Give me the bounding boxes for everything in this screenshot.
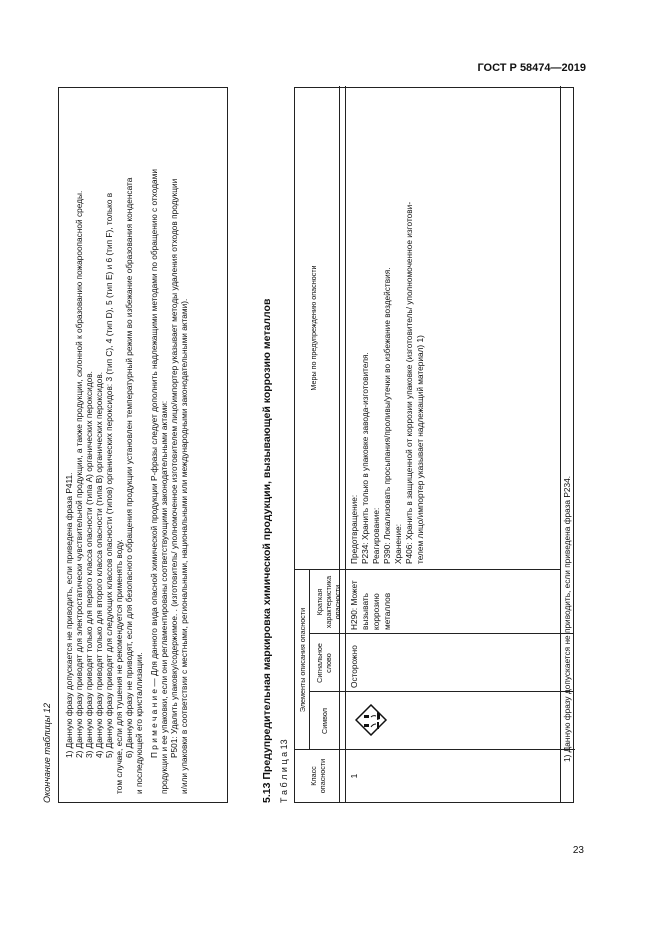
precaution-line: P390: Локализовать просыпания/проливы/утечки во избежание воздействия. xyxy=(382,267,392,564)
precaution-line: Реагирование: xyxy=(371,507,381,564)
header-precautions: Меры по предупреждению опасности xyxy=(309,265,318,391)
precaution-line: P234: Хранить только в упаковке завода-изготовителя. xyxy=(360,352,370,564)
note-line: и/или упаковки в соответствии с местными, региональными, национальными или международными законодательными актами). xyxy=(179,298,189,794)
header-symbol: Символ xyxy=(320,708,329,734)
cell-hazard-class: 1 xyxy=(349,773,359,779)
footnote-line: 5) Данную фразу приводят для следующих классов опасности (типов) органических пероксидов: 3 (тип С), 4 (тип D), 5 (тип Е) и 6 (тип F), только в xyxy=(104,192,114,758)
precaution-line: Предотвращение: xyxy=(349,494,359,564)
footnote-line: 6) Данную фразу не приводят, если для безопасного обращения продукции установлен температурный режим во избежание образования конденсата xyxy=(124,177,134,758)
footnote-line: 2) Данную фразу приводят для электростатически чувствительной продукции, а также продукции, склонной к образованию пожароопасной среды. xyxy=(74,190,84,758)
page-number: 23 xyxy=(572,845,584,856)
table13 xyxy=(294,87,574,803)
corrosion-pictogram-icon xyxy=(355,706,389,736)
precaution-line: Хранение: xyxy=(393,523,403,564)
header-signal-word: Сигнальное слово xyxy=(315,643,333,683)
header-short-characteristic: Краткая характеристика опасности xyxy=(315,575,342,629)
cell-signal-word: Осторожно xyxy=(349,645,359,688)
rotated-landscape-content xyxy=(42,83,582,803)
cell-short-characteristic: H290: Может вызывать коррозию металлов xyxy=(349,580,392,630)
section-title: 5.13 Предупредительная маркировка химической продукции, вызывающей коррозию металлов xyxy=(261,298,273,803)
header-elements: Элементы описания опасности xyxy=(298,607,307,713)
footnote-line: 1) Данную фразу допускается не приводить, если приведена фраза Р411. xyxy=(64,472,74,758)
table13-footnote: 1) Данную фразу допускается не приводить, если приведена фраза Р234. xyxy=(562,475,572,762)
table12-footnotes-box xyxy=(58,87,228,803)
footnote-line: и последующей его кристаллизации. xyxy=(134,652,144,794)
footnote-line: 4) Данную фразу приводят только для второго класса опасности (типа В) органических пероксидов. xyxy=(94,371,104,758)
footnote-line: том случае, если для тушения не рекомендуется применять воду. xyxy=(114,539,124,794)
document-standard-number: ГОСТ Р 58474—2019 xyxy=(477,62,586,74)
precaution-line: телем лицо/импортер указывает надлежащий материал) 1) xyxy=(415,335,425,564)
header-hazard-class: Класс опасности xyxy=(309,758,327,794)
note-line: продукции и ее упаковки, если они регламентированы соответствующими законодательными актами: xyxy=(159,400,169,794)
table12-continuation-caption: Окончание таблицы 12 xyxy=(42,703,52,803)
note-line: П р и м е ч а н и е — Для данного вида опасной химической продукции Р-фразы следует дополнить надлежащими методами по обращению с отходами xyxy=(149,169,159,758)
precaution-line: P406: Хранить в защищенной от коррозии упаковке (изготовитель/ уполномоченное изготови- xyxy=(404,201,414,564)
footnote-line: 3) Данную фразу приводят только для первого класса опасности (типа А) органических пероксидов. xyxy=(84,371,94,758)
table13-label: Т а б л и ц а 13 xyxy=(279,739,289,803)
note-line: Р501: Удалить упаковку/содержимое. . (изготовитель/ уполномоченное изготовителем лицо/импортер указывает методы удаления отходов продукции xyxy=(169,178,179,758)
cell-precautions xyxy=(349,90,426,564)
